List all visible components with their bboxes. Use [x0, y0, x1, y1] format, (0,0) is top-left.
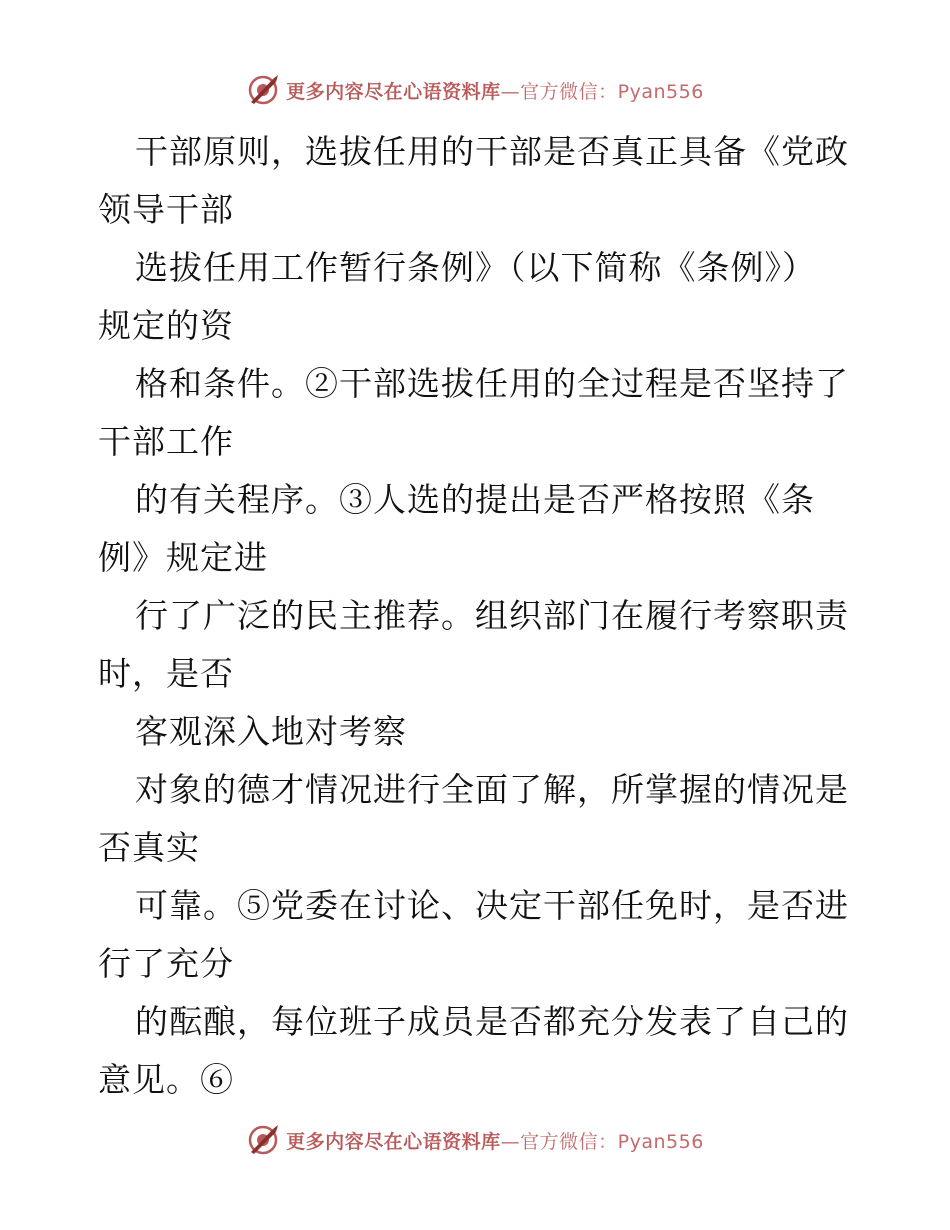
banner-main-text: 更多内容尽在心语资料库 [286, 1130, 501, 1153]
quill-pen-logo-icon [246, 1123, 280, 1157]
text-line: 行了广泛的民主推荐。组织部门在履行考察职责 [135, 596, 849, 635]
text-line: 的有关程序。③人选的提出是否严格按照《条 [135, 480, 815, 519]
document-body [98, 123, 858, 1109]
banner-wechat-text: —官方微信：Pyan556 [500, 1130, 704, 1153]
text-line: 时，是否 [98, 654, 234, 693]
text-line: 的酝酿，每位班子成员是否都充分发表了自己的 [135, 1002, 849, 1041]
text-line: 干部工作 [98, 422, 234, 461]
text-line: 例》规定进 [98, 538, 268, 577]
text-line: 可靠。⑤党委在讨论、决定干部任免时，是否进 [135, 886, 849, 925]
footer-banner [0, 1120, 950, 1160]
text-line: 规定的资 [98, 306, 234, 345]
text-line: 意见。⑥ [98, 1060, 234, 1099]
text-line: 行了充分 [98, 944, 234, 983]
banner-text [286, 1127, 704, 1154]
text-line: 对象的德才情况进行全面了解，所掌握的情况是 [135, 770, 849, 809]
banner-text [286, 77, 704, 104]
text-line: 干部原则，选拔任用的干部是否真正具备《党政 [135, 132, 849, 171]
text-line: 选拔任用工作暂行条例》（以下简称《条例》） [135, 248, 816, 287]
banner-main-text: 更多内容尽在心语资料库 [286, 80, 501, 103]
text-line: 否真实 [98, 828, 200, 867]
text-line: 领导干部 [98, 190, 234, 229]
quill-pen-logo-icon [246, 73, 280, 107]
text-line: 格和条件。②干部选拔任用的全过程是否坚持了 [135, 364, 849, 403]
banner-wechat-text: —官方微信：Pyan556 [500, 80, 704, 103]
header-banner [0, 70, 950, 110]
text-line: 客观深入地对考察 [135, 712, 407, 751]
